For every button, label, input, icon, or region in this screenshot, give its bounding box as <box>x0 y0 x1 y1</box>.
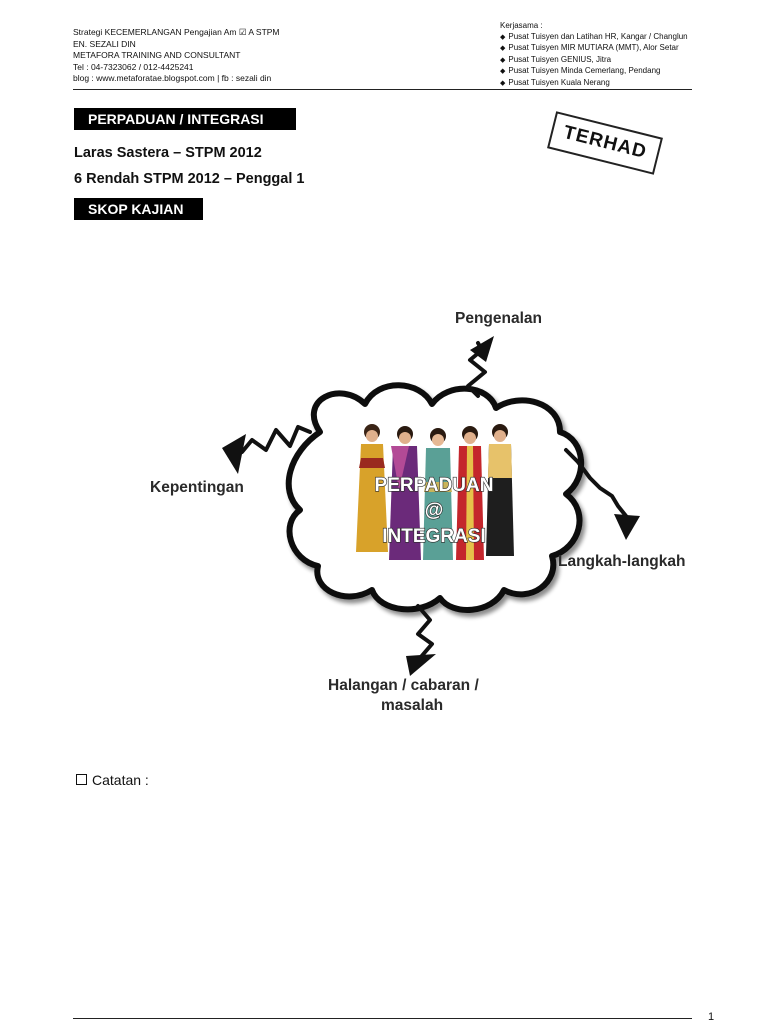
checkbox-icon <box>76 774 87 785</box>
diamond-bullet-icon: ◆ <box>500 79 506 87</box>
page-number: 1 <box>708 1011 715 1023</box>
center-text-perpaduan: PERPADUAN <box>374 475 494 496</box>
diamond-bullet-icon: ◆ <box>500 56 506 64</box>
partner-item-label: Pusat Tuisyen MIR MUTIARA (MMT), Alor Setar <box>508 43 679 53</box>
header-line-phone: Tel : 04-7323062 / 012-4425241 <box>73 61 194 72</box>
header-line-title: Strategi KECEMERLANGAN Pengajian Am ☑ A STPM <box>73 27 280 37</box>
arrowhead-left-icon <box>222 434 246 474</box>
label-kepentingan: Kepentingan <box>150 479 244 496</box>
scope-box: SKOP KAJIAN <box>74 198 203 220</box>
partner-item-label: Pusat Tuisyen Minda Cemerlang, Pendang <box>508 66 661 76</box>
label-halangan-line2: masalah <box>381 697 444 714</box>
diamond-bullet-icon: ◆ <box>500 33 506 41</box>
center-text-at: @ <box>424 500 444 521</box>
partner-item-label: Pusat Tuisyen Kuala Nerang <box>508 77 610 87</box>
arrowhead-bottom-icon <box>406 654 436 676</box>
center-text-integrasi: INTEGRASI <box>382 526 486 547</box>
subtitle-course: Laras Sastera – STPM 2012 <box>74 145 262 161</box>
subtitle-term: 6 Rendah STPM 2012 – Penggal 1 <box>74 171 305 187</box>
notes-section <box>76 772 149 788</box>
label-langkah-langkah: Langkah-langkah <box>558 553 686 570</box>
terhad-stamp: TERHAD <box>547 111 663 174</box>
topic-title-box: PERPADUAN / INTEGRASI <box>74 108 296 130</box>
header-line-blog: blog : www.metaforatae.blogspot.com | fb : sezali din <box>73 73 272 84</box>
header-line-author: EN. SEZALI DIN <box>73 38 136 49</box>
partner-item-label: Pusat Tuisyen GENIUS, Jitra <box>508 54 612 64</box>
arrow-to-halangan-icon <box>418 606 432 658</box>
diamond-bullet-icon: ◆ <box>500 68 506 76</box>
header-line-company: METAFORA TRAINING AND CONSULTANT <box>73 50 241 61</box>
footer-divider <box>73 1018 692 1019</box>
partners-title: Kerjasama : <box>500 21 543 30</box>
label-halangan-line1: Halangan / cabaran / <box>328 677 479 694</box>
notes-label: Catatan : <box>92 772 149 788</box>
label-pengenalan: Pengenalan <box>455 310 542 327</box>
partner-item-label: Pusat Tuisyen dan Latihan HR, Kangar / Changlun <box>508 31 688 41</box>
diamond-bullet-icon: ◆ <box>500 45 506 53</box>
arrowhead-right-icon <box>614 514 640 540</box>
